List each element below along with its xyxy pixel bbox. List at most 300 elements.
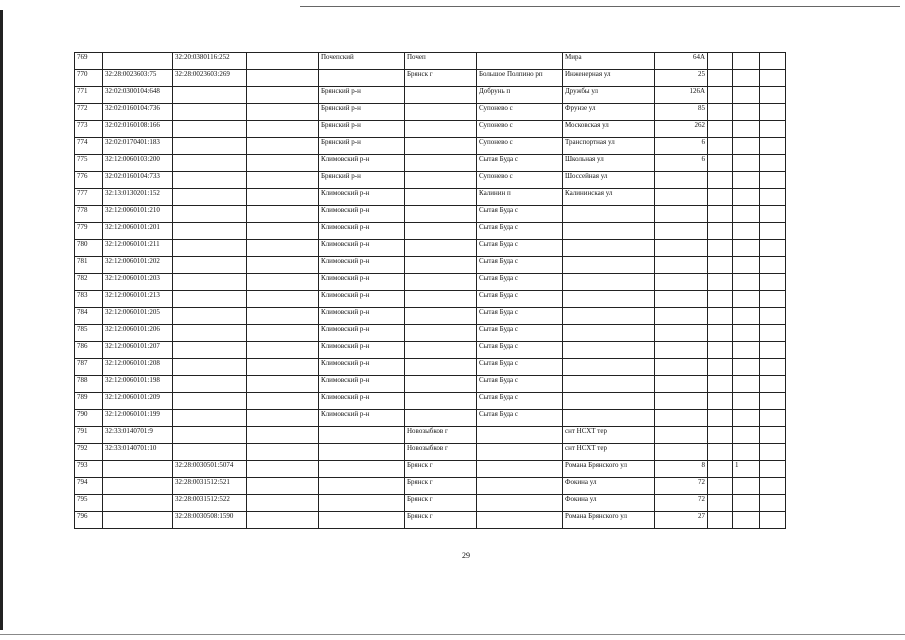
table-cell: Брянский р-н — [319, 138, 405, 155]
table-row — [75, 410, 786, 427]
table-cell: Климовский р-н — [319, 223, 405, 240]
table-cell — [708, 87, 733, 104]
table-cell — [708, 444, 733, 461]
table-cell — [173, 410, 247, 427]
table-cell — [247, 172, 319, 189]
table-cell: 1 — [733, 461, 760, 478]
table-cell — [760, 444, 786, 461]
table-cell: Новозыбков г — [405, 427, 477, 444]
table-cell — [760, 206, 786, 223]
table-cell: Супонево с — [477, 104, 563, 121]
table-row — [75, 461, 786, 478]
table-cell — [733, 223, 760, 240]
table-cell — [319, 70, 405, 87]
table-cell — [760, 104, 786, 121]
table-row — [75, 138, 786, 155]
table-cell — [103, 478, 173, 495]
table-cell — [247, 376, 319, 393]
registry-table — [74, 52, 786, 529]
table-cell — [733, 104, 760, 121]
table-cell — [655, 240, 708, 257]
table-cell — [708, 155, 733, 172]
table-cell — [708, 308, 733, 325]
table-cell — [319, 495, 405, 512]
table-cell — [760, 376, 786, 393]
table-cell: 32:28:0031512:521 — [173, 478, 247, 495]
table-cell: Климовский р-н — [319, 393, 405, 410]
table-cell — [247, 342, 319, 359]
table-cell: Сытая Буда с — [477, 342, 563, 359]
row-number-cell: 779 — [75, 223, 103, 240]
table-cell: 32:28:0030501:5074 — [173, 461, 247, 478]
table-cell — [405, 342, 477, 359]
table-cell — [733, 325, 760, 342]
table-cell — [733, 512, 760, 529]
table-cell — [708, 342, 733, 359]
table-cell: 6 — [655, 155, 708, 172]
table-cell: 32:02:0160108:166 — [103, 121, 173, 138]
table-cell: 6 — [655, 138, 708, 155]
row-number-cell: 781 — [75, 257, 103, 274]
table-row — [75, 495, 786, 512]
table-cell: 32:02:0300104:648 — [103, 87, 173, 104]
table-cell: Климовский р-н — [319, 155, 405, 172]
table-cell: 32:12:0060101:202 — [103, 257, 173, 274]
table-cell — [733, 53, 760, 70]
table-cell: 32:12:0060103:200 — [103, 155, 173, 172]
table-cell — [708, 257, 733, 274]
table-cell — [319, 461, 405, 478]
table-cell — [173, 104, 247, 121]
table-cell: Инженерная ул — [563, 70, 655, 87]
table-cell — [173, 359, 247, 376]
table-cell: Калинин п — [477, 189, 563, 206]
table-cell: 32:02:0160104:736 — [103, 104, 173, 121]
table-cell — [173, 206, 247, 223]
table-cell: Фокина ул — [563, 495, 655, 512]
table-cell — [708, 223, 733, 240]
table-cell — [655, 410, 708, 427]
table-cell — [733, 172, 760, 189]
table-cell: 32:28:0031512:522 — [173, 495, 247, 512]
table-cell — [173, 138, 247, 155]
table-cell — [733, 274, 760, 291]
table-row — [75, 240, 786, 257]
table-cell — [708, 189, 733, 206]
table-cell — [733, 189, 760, 206]
table-cell: Брянский р-н — [319, 104, 405, 121]
table-cell — [319, 427, 405, 444]
table-cell — [733, 87, 760, 104]
table-cell — [247, 53, 319, 70]
table-row — [75, 257, 786, 274]
table-cell — [405, 155, 477, 172]
table-cell — [173, 87, 247, 104]
table-cell — [103, 461, 173, 478]
table-cell — [173, 444, 247, 461]
row-number-cell: 772 — [75, 104, 103, 121]
table-row — [75, 189, 786, 206]
scan-edge-bottom — [0, 634, 905, 635]
table-cell: Сытая Буда с — [477, 223, 563, 240]
table-cell — [655, 427, 708, 444]
table-cell: Почеп — [405, 53, 477, 70]
table-cell: Супонево с — [477, 138, 563, 155]
table-cell — [760, 223, 786, 240]
table-cell — [708, 274, 733, 291]
table-cell — [655, 342, 708, 359]
table-cell — [708, 478, 733, 495]
table-cell — [708, 325, 733, 342]
table-row — [75, 155, 786, 172]
table-cell — [247, 325, 319, 342]
table-row — [75, 70, 786, 87]
table-cell — [247, 359, 319, 376]
table-cell: Романа Брянского ул — [563, 461, 655, 478]
table-cell: 32:28:0023603:75 — [103, 70, 173, 87]
row-number-cell: 791 — [75, 427, 103, 444]
table-cell — [477, 512, 563, 529]
table-cell — [247, 206, 319, 223]
table-cell: Сытая Буда с — [477, 155, 563, 172]
table-cell: 32:12:0060101:198 — [103, 376, 173, 393]
table-cell — [760, 172, 786, 189]
table-cell — [655, 359, 708, 376]
table-cell — [173, 393, 247, 410]
table-cell: 72 — [655, 495, 708, 512]
table-cell: Транспортная ул — [563, 138, 655, 155]
table-cell: Брянск г — [405, 70, 477, 87]
table-cell — [173, 325, 247, 342]
table-cell — [563, 393, 655, 410]
table-cell: Климовский р-н — [319, 206, 405, 223]
table-cell — [247, 461, 319, 478]
table-cell: 32:12:0060101:209 — [103, 393, 173, 410]
table-cell — [563, 359, 655, 376]
table-cell — [103, 512, 173, 529]
table-cell: Брянский р-н — [319, 121, 405, 138]
table-cell — [173, 376, 247, 393]
table-cell: 64А — [655, 53, 708, 70]
table-cell — [733, 121, 760, 138]
table-cell — [405, 376, 477, 393]
table-cell — [405, 240, 477, 257]
table-cell — [173, 121, 247, 138]
table-cell: 32:12:0060101:199 — [103, 410, 173, 427]
row-number-cell: 793 — [75, 461, 103, 478]
scan-edge-left — [0, 10, 3, 630]
table-cell — [655, 223, 708, 240]
table-cell: Супонево с — [477, 121, 563, 138]
table-cell — [247, 240, 319, 257]
table-cell: снт НСХТ тер — [563, 444, 655, 461]
row-number-cell: 780 — [75, 240, 103, 257]
table-cell: Климовский р-н — [319, 291, 405, 308]
table-cell — [405, 87, 477, 104]
table-cell — [405, 223, 477, 240]
table-cell — [733, 444, 760, 461]
table-cell: 32:12:0060101:213 — [103, 291, 173, 308]
table-cell — [708, 104, 733, 121]
row-number-cell: 784 — [75, 308, 103, 325]
table-cell: Добрунь п — [477, 87, 563, 104]
table-cell: Климовский р-н — [319, 308, 405, 325]
row-number-cell: 788 — [75, 376, 103, 393]
table-cell: 32:33:0140701:9 — [103, 427, 173, 444]
table-cell: 72 — [655, 478, 708, 495]
table-cell: Брянский р-н — [319, 87, 405, 104]
row-number-cell: 796 — [75, 512, 103, 529]
table-cell: Сытая Буда с — [477, 376, 563, 393]
table-row — [75, 308, 786, 325]
table-cell: Сытая Буда с — [477, 291, 563, 308]
table-row — [75, 393, 786, 410]
table-cell — [708, 240, 733, 257]
table-cell: Сытая Буда с — [477, 240, 563, 257]
table-cell: Климовский р-н — [319, 410, 405, 427]
page-number: 29 — [462, 551, 470, 560]
table-row — [75, 444, 786, 461]
table-cell: 25 — [655, 70, 708, 87]
row-number-cell: 774 — [75, 138, 103, 155]
table-cell — [405, 308, 477, 325]
table-cell — [760, 70, 786, 87]
table-cell — [563, 223, 655, 240]
table-cell: Почепский — [319, 53, 405, 70]
table-cell — [477, 444, 563, 461]
table-cell — [760, 478, 786, 495]
table-row — [75, 104, 786, 121]
table-row — [75, 342, 786, 359]
row-number-cell: 775 — [75, 155, 103, 172]
row-number-cell: 771 — [75, 87, 103, 104]
table-cell — [655, 291, 708, 308]
table-row — [75, 53, 786, 70]
table-cell — [319, 478, 405, 495]
table-cell — [708, 359, 733, 376]
row-number-cell: 789 — [75, 393, 103, 410]
table-cell — [708, 495, 733, 512]
table-cell — [247, 104, 319, 121]
table-cell — [247, 87, 319, 104]
table-cell: 32:28:0023603:269 — [173, 70, 247, 87]
table-cell — [405, 172, 477, 189]
table-cell — [477, 495, 563, 512]
table-cell — [563, 308, 655, 325]
row-number-cell: 787 — [75, 359, 103, 376]
table-cell — [405, 257, 477, 274]
table-cell — [655, 325, 708, 342]
table-cell — [760, 291, 786, 308]
table-cell — [477, 53, 563, 70]
table-cell — [173, 155, 247, 172]
table-cell: Новозыбков г — [405, 444, 477, 461]
table-cell — [655, 274, 708, 291]
table-cell — [247, 138, 319, 155]
table-cell — [563, 291, 655, 308]
table-cell: Климовский р-н — [319, 325, 405, 342]
table-cell — [733, 410, 760, 427]
table-row — [75, 512, 786, 529]
table-row — [75, 427, 786, 444]
table-cell — [708, 121, 733, 138]
table-cell — [708, 172, 733, 189]
table-cell — [477, 478, 563, 495]
row-number-cell: 776 — [75, 172, 103, 189]
table-cell: Сытая Буда с — [477, 359, 563, 376]
row-number-cell: 769 — [75, 53, 103, 70]
scan-edge-top — [300, 6, 900, 7]
table-cell: 32:12:0060101:207 — [103, 342, 173, 359]
table-cell: Большое Полпино рп — [477, 70, 563, 87]
table-cell — [733, 291, 760, 308]
table-cell: 32:20:0380116:252 — [173, 53, 247, 70]
table-cell — [708, 206, 733, 223]
table-cell — [173, 172, 247, 189]
table-row — [75, 325, 786, 342]
table-cell: Сытая Буда с — [477, 410, 563, 427]
table-cell — [733, 138, 760, 155]
table-cell — [760, 155, 786, 172]
table-cell — [247, 512, 319, 529]
table-cell — [563, 257, 655, 274]
table-cell: Климовский р-н — [319, 240, 405, 257]
table-cell — [760, 53, 786, 70]
table-cell — [708, 138, 733, 155]
table-cell — [733, 257, 760, 274]
table-cell — [247, 427, 319, 444]
table-cell — [405, 291, 477, 308]
table-cell — [319, 512, 405, 529]
row-number-cell: 792 — [75, 444, 103, 461]
table-cell — [405, 410, 477, 427]
table-cell — [319, 444, 405, 461]
table-cell: Мира — [563, 53, 655, 70]
table-cell — [655, 444, 708, 461]
table-cell: Климовский р-н — [319, 376, 405, 393]
row-number-cell: 770 — [75, 70, 103, 87]
table-cell — [405, 206, 477, 223]
table-cell — [733, 376, 760, 393]
table-row — [75, 172, 786, 189]
table-cell — [247, 478, 319, 495]
table-cell: 32:12:0060101:211 — [103, 240, 173, 257]
table-cell — [708, 427, 733, 444]
table-cell — [405, 138, 477, 155]
table-cell: Климовский р-н — [319, 257, 405, 274]
table-cell — [708, 376, 733, 393]
table-cell — [760, 257, 786, 274]
table-cell: 32:02:0160104:733 — [103, 172, 173, 189]
table-cell: 126А — [655, 87, 708, 104]
table-cell: 32:12:0060101:208 — [103, 359, 173, 376]
table-cell — [708, 512, 733, 529]
table-cell — [733, 70, 760, 87]
table-row — [75, 274, 786, 291]
table-cell — [173, 291, 247, 308]
table-cell — [733, 393, 760, 410]
table-cell: Романа Брянского ул — [563, 512, 655, 529]
table-cell — [405, 393, 477, 410]
table-cell — [477, 461, 563, 478]
table-cell — [760, 342, 786, 359]
table-cell: 32:13:0130201:152 — [103, 189, 173, 206]
table-cell — [760, 274, 786, 291]
table-cell: Сытая Буда с — [477, 206, 563, 223]
table-cell: Дружбы ул — [563, 87, 655, 104]
table-row — [75, 223, 786, 240]
table-cell — [405, 104, 477, 121]
table-cell — [173, 427, 247, 444]
table-cell: 8 — [655, 461, 708, 478]
table-row — [75, 478, 786, 495]
table-cell — [733, 240, 760, 257]
table-cell — [563, 240, 655, 257]
row-number-cell: 778 — [75, 206, 103, 223]
table-cell — [708, 393, 733, 410]
table-cell — [655, 376, 708, 393]
table-cell — [760, 87, 786, 104]
row-number-cell: 786 — [75, 342, 103, 359]
table-cell — [760, 138, 786, 155]
table-cell — [655, 172, 708, 189]
table-cell: Брянск г — [405, 512, 477, 529]
table-cell — [247, 274, 319, 291]
row-number-cell: 782 — [75, 274, 103, 291]
table-cell — [733, 308, 760, 325]
table-cell: 32:12:0060101:203 — [103, 274, 173, 291]
table-cell — [655, 393, 708, 410]
table-cell — [733, 495, 760, 512]
table-cell: 27 — [655, 512, 708, 529]
table-cell — [173, 189, 247, 206]
table-cell — [760, 393, 786, 410]
table-cell: 32:12:0060101:205 — [103, 308, 173, 325]
table-cell: Школьная ул — [563, 155, 655, 172]
table-cell — [563, 325, 655, 342]
row-number-cell: 777 — [75, 189, 103, 206]
table-cell — [708, 53, 733, 70]
row-number-cell: 783 — [75, 291, 103, 308]
table-cell — [247, 393, 319, 410]
table-row — [75, 359, 786, 376]
table-cell: Климовский р-н — [319, 342, 405, 359]
table-cell — [655, 189, 708, 206]
table-cell — [760, 325, 786, 342]
table-cell: 32:12:0060101:210 — [103, 206, 173, 223]
table-cell — [173, 308, 247, 325]
table-cell — [760, 240, 786, 257]
table-cell — [247, 121, 319, 138]
table-cell: Фокина ул — [563, 478, 655, 495]
table-cell — [563, 376, 655, 393]
table-cell: Московская ул — [563, 121, 655, 138]
table-cell: Климовский р-н — [319, 274, 405, 291]
table-cell: Сытая Буда с — [477, 393, 563, 410]
table-cell — [247, 155, 319, 172]
table-cell — [405, 121, 477, 138]
table-cell: Климовский р-н — [319, 189, 405, 206]
table-cell — [760, 121, 786, 138]
table-cell — [655, 206, 708, 223]
table-cell: 32:12:0060101:206 — [103, 325, 173, 342]
table-cell — [733, 342, 760, 359]
table-cell — [760, 308, 786, 325]
table-cell — [760, 410, 786, 427]
table-cell — [247, 70, 319, 87]
row-number-cell: 773 — [75, 121, 103, 138]
table-cell — [103, 495, 173, 512]
